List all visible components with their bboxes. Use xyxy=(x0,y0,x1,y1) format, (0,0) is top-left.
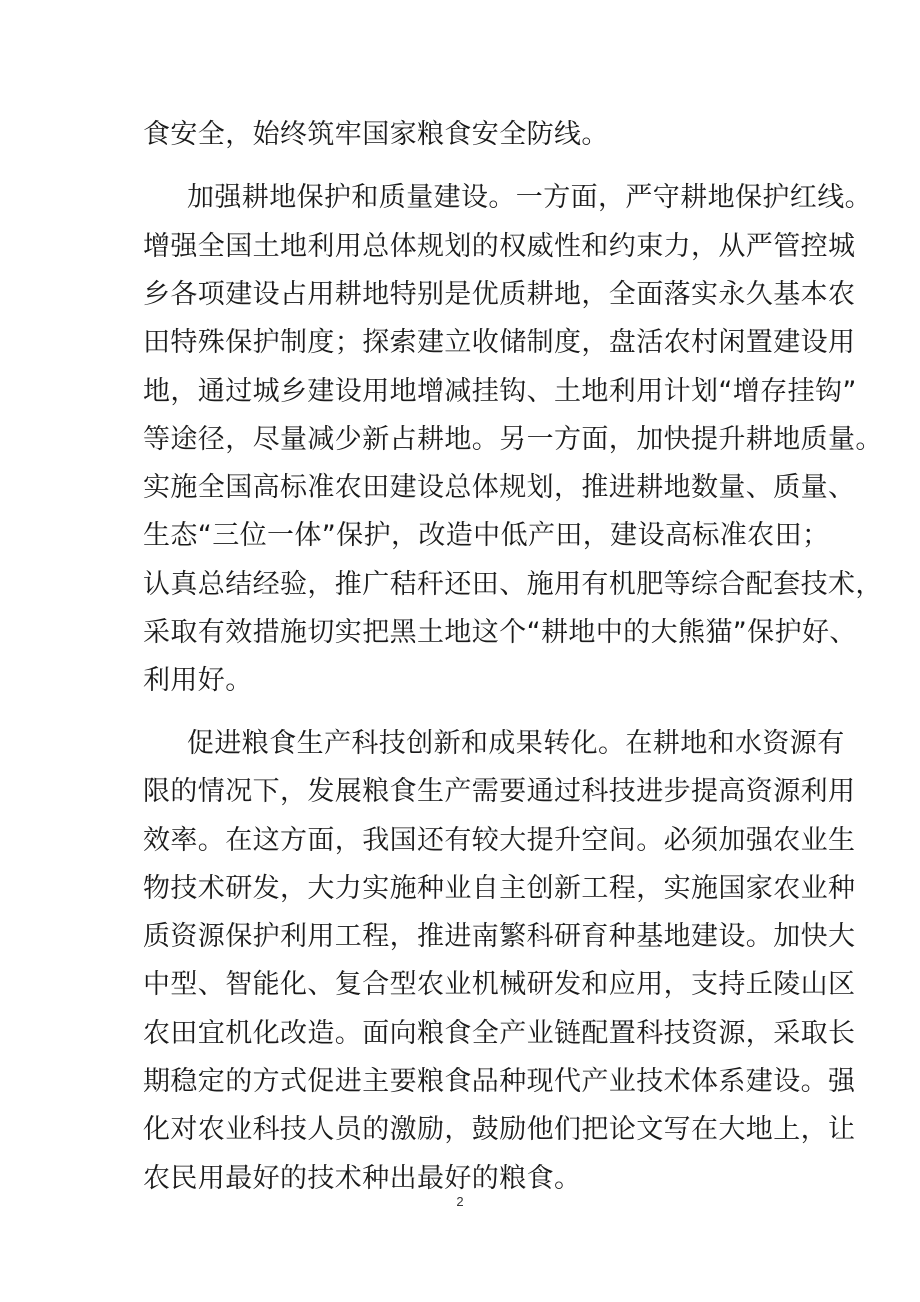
paragraph-2-line-1: 加强耕地保护和质量建设。一方面，严守耕地保护红线。 xyxy=(187,182,872,213)
paragraph-3-line-9: 化对农业科技人员的激励，鼓励他们把论文写在大地上，让 xyxy=(143,1114,856,1145)
paragraph-3-line-1: 促进粮食生产科技创新和成果转化。在耕地和水资源有 xyxy=(187,728,845,759)
paragraph-3-line-4: 物技术研发，大力实施种业自主创新工程，实施国家农业种 xyxy=(143,873,856,904)
paragraph-3-line-6: 中型、智能化、复合型农业机械研发和应用，支持丘陵山区 xyxy=(143,969,856,1000)
paragraph-2-line-11: 利用好。 xyxy=(143,665,253,696)
paragraph-1-line-1: 食安全，始终筑牢国家粮食安全防线。 xyxy=(143,119,609,150)
paragraph-2-line-10: 采取有效措施切实把黑土地这个“耕地中的大熊猫”保护好、 xyxy=(143,617,857,648)
paragraph-2-line-2: 增强全国土地利用总体规划的权威性和约束力，从严管控城 xyxy=(143,231,856,262)
paragraph-2-line-6: 等途径，尽量减少新占耕地。另一方面，加快提升耕地质量。 xyxy=(143,424,883,455)
paragraph-3-line-8: 期稳定的方式促进主要粮食品种现代产业技术体系建设。强 xyxy=(143,1066,856,1097)
paragraph-2-line-8: 生态“三位一体”保护，改造中低产田，建设高标准农田； xyxy=(143,520,830,551)
paragraph-3-line-3: 效率。在这方面，我国还有较大提升空间。必须加强农业生 xyxy=(143,825,856,856)
paragraph-3-line-7: 农田宜机化改造。面向粮食全产业链配置科技资源，采取长 xyxy=(143,1018,856,1049)
paragraph-3-line-5: 质资源保护利用工程，推进南繁科研育种基地建设。加快大 xyxy=(143,921,856,952)
paragraph-2-line-7: 实施全国高标准农田建设总体规划，推进耕地数量、质量、 xyxy=(143,472,856,503)
paragraph-2-line-3: 乡各项建设占用耕地特别是优质耕地，全面落实永久基本农 xyxy=(143,279,856,310)
paragraph-2-line-9: 认真总结经验，推广秸秆还田、施用有机肥等综合配套技术， xyxy=(143,569,883,600)
paragraph-3-line-10: 农民用最好的技术种出最好的粮食。 xyxy=(143,1163,582,1194)
page-number: 2 xyxy=(456,1194,464,1209)
paragraph-3-line-2: 限的情况下，发展粮食生产需要通过科技进步提高资源利用 xyxy=(143,776,856,807)
paragraph-2-line-4: 田特殊保护制度；探索建立收储制度，盘活农村闲置建设用 xyxy=(143,327,856,358)
paragraph-2-line-5: 地，通过城乡建设用地增减挂钩、土地利用计划“增存挂钩” xyxy=(143,376,857,407)
